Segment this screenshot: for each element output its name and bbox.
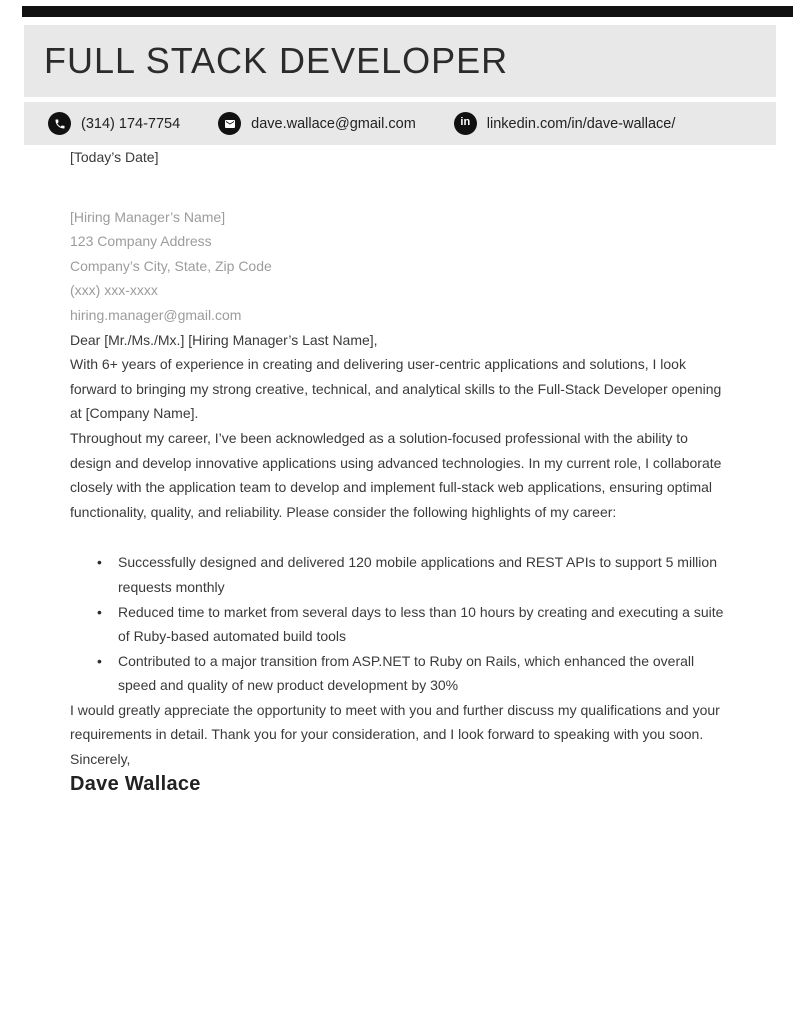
- paragraph-closing: I would greatly appreciate the opportunity to meet with you and further discuss my qualifications and your requirements in detail. Thank you for your consideration, and I look forward to speaking with you soon.: [70, 701, 720, 743]
- recipient-line: hiring.manager@gmail.com: [70, 306, 242, 323]
- bullet-dot: •: [97, 652, 102, 669]
- contact-phone: [48, 112, 180, 135]
- list-item: [70, 600, 730, 649]
- bullet-text: Successfully designed and delivered 120 mobile applications and REST APIs to support 5 million requests monthly: [118, 554, 717, 595]
- linkedin-icon: in: [454, 112, 477, 135]
- bullet-dot: •: [97, 603, 102, 620]
- date-placeholder: [Today’s Date]: [70, 149, 159, 165]
- top-accent-bar: [22, 6, 793, 17]
- signature-name: Dave Wallace: [70, 772, 201, 795]
- title-band: [24, 25, 776, 97]
- recipient-line: 123 Company Address: [70, 233, 212, 250]
- email-address: dave.wallace@gmail.com: [251, 115, 416, 132]
- paragraph-intro: With 6+ years of experience in creating and delivering user-centric applications and solutions, I look forward to bringing my strong creative, technical, and analytical skills to the Full-Stack Developer opening at [Company Name].: [70, 356, 722, 422]
- signoff: Sincerely,: [70, 751, 131, 768]
- salutation: Dear [Mr./Ms./Mx.] [Hiring Manager’s Last Name],: [70, 331, 378, 348]
- page-title: FULL STACK DEVELOPER: [44, 40, 509, 81]
- recipient-line: (xxx) xxx-xxxx: [70, 282, 158, 299]
- bullet-text: Contributed to a major transition from ASP.NET to Ruby on Rails, which enhanced the overall speed and quality of new product development by 30%: [118, 652, 695, 694]
- paragraph-experience: Throughout my career, I’ve been acknowledged as a solution-focused professional with the ability to design and develop innovative applications using advanced technologies. In my current role, I collaborate closely with the application team to develop and implement full-stack web applications, ensuring optimal functionality, quality, and reliability. Please consider the following highlights of my career:: [70, 429, 722, 520]
- highlights-list: [70, 550, 730, 698]
- envelope-icon: [218, 112, 241, 135]
- bullet-dot: •: [97, 554, 102, 571]
- phone-number: (314) 174-7754: [81, 115, 181, 132]
- contact-email: [218, 112, 416, 135]
- recipient-line: [Hiring Manager’s Name]: [70, 208, 226, 225]
- bullet-text: Reduced time to market from several days to less than 10 hours by creating and executing a suite of Ruby-based automated build tools: [118, 603, 724, 645]
- contact-linkedin: [454, 112, 676, 135]
- list-item: [70, 649, 730, 698]
- phone-icon: [48, 112, 71, 135]
- recipient-block: [70, 205, 730, 328]
- list-item: [70, 550, 730, 599]
- letter-body: [70, 145, 730, 796]
- contact-bar: [24, 102, 776, 145]
- recipient-line: Company’s City, State, Zip Code: [70, 257, 272, 274]
- linkedin-url: linkedin.com/in/dave-wallace/: [486, 115, 676, 132]
